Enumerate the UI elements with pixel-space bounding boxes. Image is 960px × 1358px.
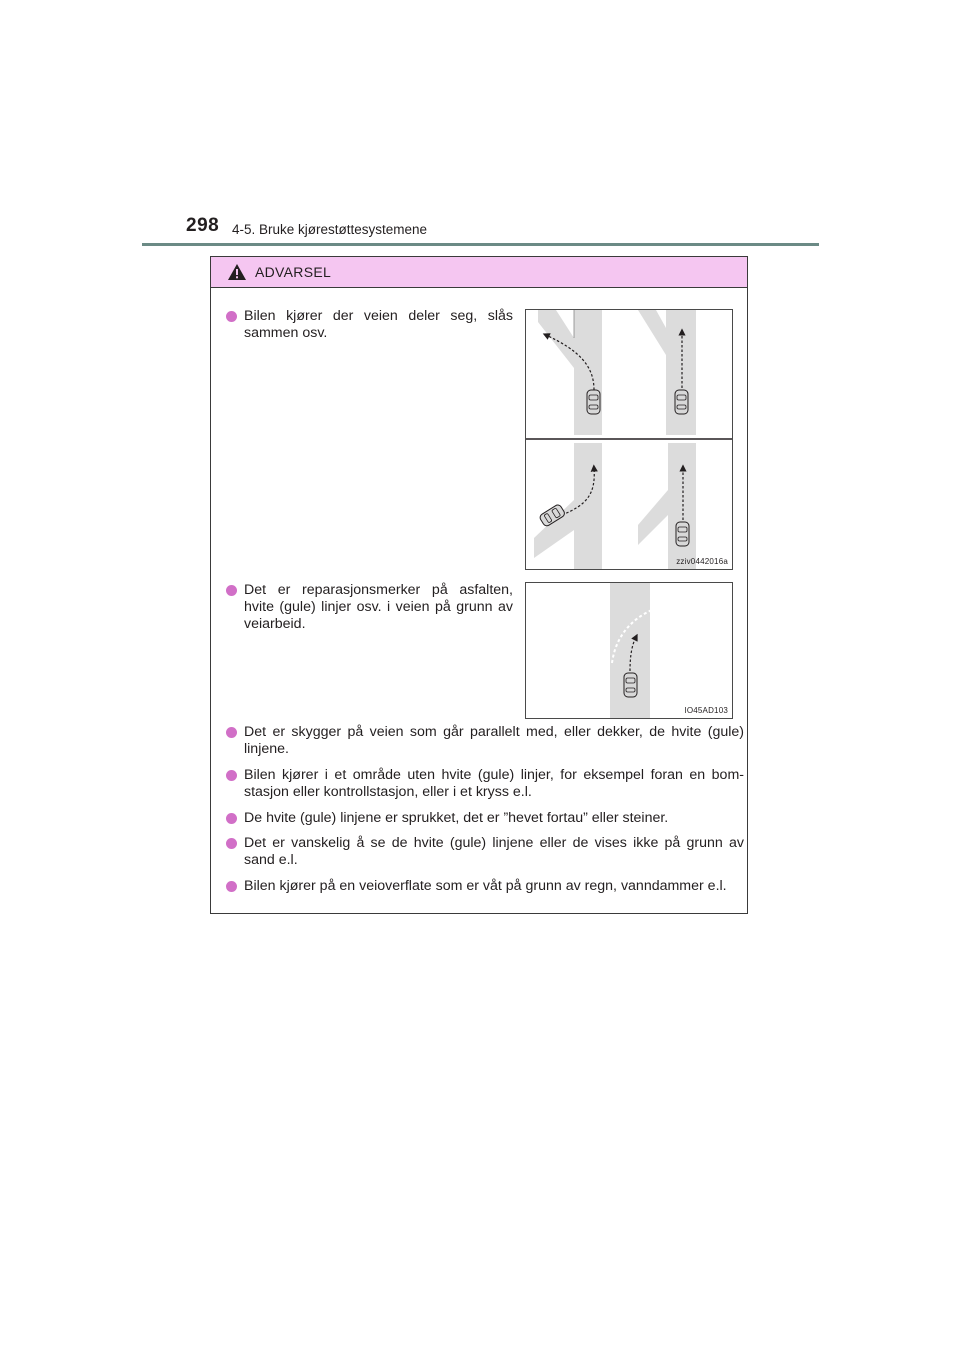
header-rule bbox=[142, 243, 819, 246]
list-item-text: Det er vanskelig å se de hvite (gule) linjene eller de vises ikke på grunn av sand e.l. bbox=[244, 835, 744, 868]
list-item-text: Det er reparasjonsmerker på asfalten, hvite (gule) linjer osv. i veien på grunn av veiarbeid. bbox=[244, 582, 513, 632]
figure-road-repair-marks bbox=[525, 582, 733, 719]
warning-header bbox=[211, 257, 747, 288]
bullet-icon bbox=[226, 838, 237, 849]
figure-code: zziv0442016a bbox=[676, 557, 728, 566]
figure-code: IO45AD103 bbox=[684, 706, 728, 715]
bullet-icon bbox=[226, 727, 237, 738]
warning-label: ADVARSEL bbox=[255, 264, 332, 280]
bullet-icon bbox=[226, 813, 237, 824]
figure-road-split-merge bbox=[525, 309, 733, 570]
page-number: 298 bbox=[186, 215, 220, 236]
bullet-icon bbox=[226, 311, 237, 322]
list-item bbox=[226, 835, 744, 869]
bullet-icon bbox=[226, 585, 237, 596]
warning-triangle-icon bbox=[227, 263, 247, 286]
section-title: 4-5. Bruke kjørestøttesystemene bbox=[232, 222, 428, 237]
list-item-text: Det er skygger på veien som går parallelt med, eller dekker, de hvite (gule) linjene. bbox=[244, 724, 744, 757]
list-item bbox=[226, 767, 744, 801]
list-item bbox=[226, 810, 744, 827]
bullet-icon bbox=[226, 770, 237, 781]
list-item bbox=[226, 582, 513, 633]
list-item bbox=[226, 308, 513, 342]
bullet-icon bbox=[226, 881, 237, 892]
list-item bbox=[226, 724, 744, 758]
warning-box bbox=[210, 256, 748, 914]
list-item-text: Bilen kjører på en veioverflate som er våt på grunn av regn, vanndammer e.l. bbox=[244, 878, 727, 894]
list-item bbox=[226, 878, 744, 895]
list-item-text: De hvite (gule) linjene er sprukket, det er ”hevet fortau” eller steiner. bbox=[244, 810, 669, 826]
list-item-text: Bilen kjører der veien deler seg, slås sammen osv. bbox=[244, 308, 513, 341]
list-item-text: Bilen kjører i et område uten hvite (gule) linjer, for eksempel foran en bom-stasjon eller kontrollstasjon, eller i et kryss e.l. bbox=[244, 767, 744, 800]
